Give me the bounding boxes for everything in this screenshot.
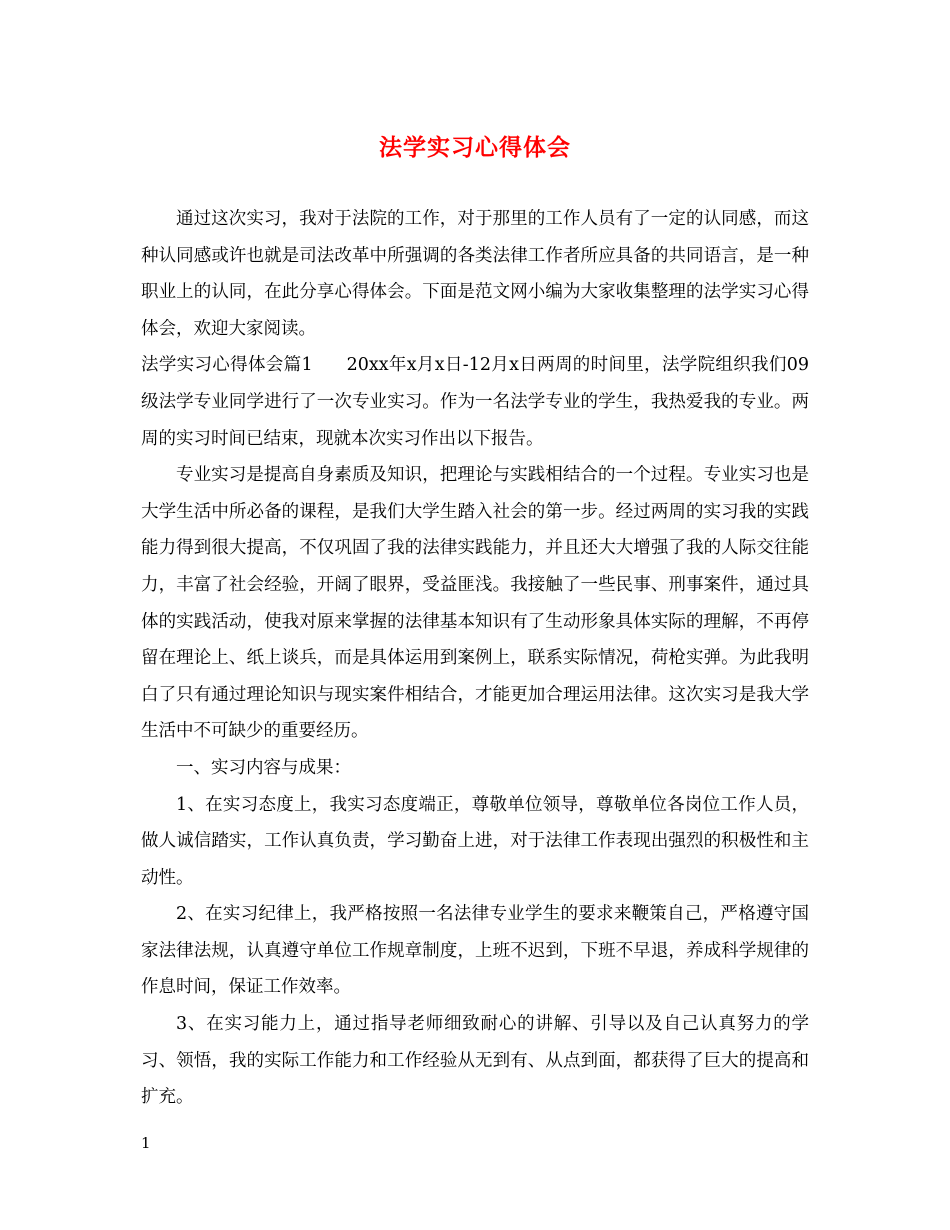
document-body: [141, 201, 809, 1116]
ability-paragraph: 3、在实习能力上，通过指导老师细致耐心的讲解、引导以及自己认真努力的学习、领悟，我的实际工作能力和工作经验从无到有、从点到面，都获得了巨大的提高和扩充。: [141, 1014, 809, 1108]
discipline-paragraph: 2、在实习纪律上，我严格按照一名法律专业学生的要求来鞭策自己，严格遵守国家法律法规，认真遵守单位工作规章制度，上班不迟到，下班不早退，养成科学规律的作息时间，保证工作效率。: [141, 904, 809, 998]
document-title: 法学实习心得体会: [379, 134, 571, 161]
section-text: 20xx年x月x日-12月x日两周的时间里，法学院组织我们09级法学专业同学进行了一次专业实习。作为一名法学专业的学生，我热爱我的专业。两周的实习时间已结束，现就本次实习作出以下报告。: [141, 355, 809, 449]
content-heading: 一、实习内容与成果：: [176, 757, 351, 778]
page-number: 1: [141, 1134, 151, 1152]
practice-paragraph: 专业实习是提高自身素质及知识，把理论与实践相结合的一个过程。专业实习也是大学生活中所必备的课程，是我们大学生踏入社会的第一步。经过两周的实习我的实践能力得到很大提高，不仅巩固了我的法律实践能力，并且还大大增强了我的人际交往能力，丰富了社会经验，开阔了眼界，受益匪浅。我接触了一些民事、刑事案件，通过具体的实践活动，使我对原来掌握的法律基本知识有了生动形象具体实际的理解，不再停留在理论上、纸上谈兵，而是具体运用到案例上，联系实际情况，荷枪实弹。为此我明白了只有通过理论知识与现实案件相结合，才能更加合理运用法律。这次实习是我大学生活中不可缺少的重要经历。: [141, 465, 809, 742]
intro-paragraph: 通过这次实习，我对于法院的工作，对于那里的工作人员有了一定的认同感，而这种认同感或许也就是司法改革中所强调的各类法律工作者所应具备的共同语言，是一种职业上的认同，在此分享心得体会。下面是范文网小编为大家收集整理的法学实习心得体会，欢迎大家阅读。: [141, 209, 809, 339]
section-heading: 法学实习心得体会篇1: [141, 355, 313, 376]
attitude-paragraph: 1、在实习态度上，我实习态度端正，尊敬单位领导，尊敬单位各岗位工作人员，做人诚信踏实，工作认真负责，学习勤奋上进，对于法律工作表现出强烈的积极性和主动性。: [141, 794, 809, 888]
section-paragraph: [141, 347, 809, 457]
